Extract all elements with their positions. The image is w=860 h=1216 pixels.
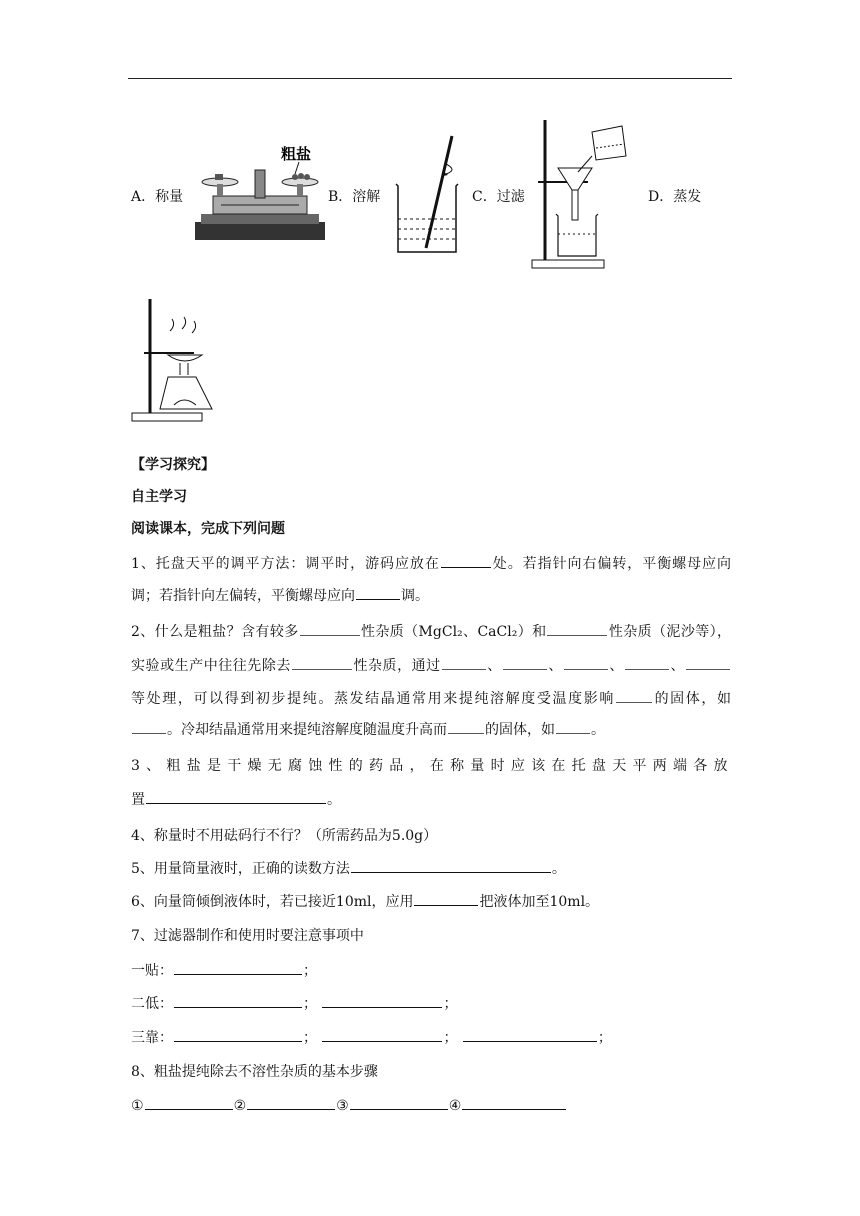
header-rule (128, 78, 732, 79)
q7-two: 二低： ； ； (131, 993, 457, 1013)
q3-line-1: 3、粗盐是干燥无腐蚀性的药品，在称量时应该在托盘天平两端各放 (131, 758, 731, 774)
fill-blank[interactable] (463, 1027, 597, 1042)
figure-b-label: B．溶解 (328, 189, 381, 205)
figure-c-label: C．过滤 (472, 189, 525, 205)
q7-title: 7、过滤器制作和使用时要注意事项中 (131, 928, 364, 944)
fill-blank[interactable] (625, 655, 669, 670)
fill-blank[interactable] (616, 688, 652, 703)
fill-blank[interactable] (462, 1095, 566, 1110)
beaker-figure (388, 134, 468, 260)
q6-line: 6、向量筒倾倒液体时，若已接近10ml，应用 把液体加至10ml。 (131, 891, 599, 911)
subsection-title: 自主学习 (131, 489, 187, 505)
q7-three: 三靠： ； ； ； (131, 1027, 612, 1047)
figure-a-label: A．称量 (131, 189, 184, 205)
fill-blank[interactable] (547, 621, 607, 636)
fill-blank[interactable] (300, 621, 360, 636)
filtration-figure (530, 116, 640, 272)
fill-blank[interactable] (292, 655, 352, 670)
fill-blank[interactable] (174, 993, 302, 1008)
q2-line-2: 实验或生产中往往先除去 性杂质，通过 、 、 、 、 (131, 655, 731, 675)
instruction-text: 阅读课本，完成下列问题 (131, 521, 285, 537)
fill-blank[interactable] (448, 719, 484, 734)
fill-blank[interactable] (564, 655, 608, 670)
q3-line-2: 置 。 (131, 789, 341, 809)
q2-line-4: 。冷却结晶通常用来提纯溶解度随温度升高而 的固体，如 。 (131, 719, 605, 739)
fill-blank[interactable] (322, 993, 442, 1008)
fill-blank[interactable] (247, 1095, 335, 1110)
balance-figure (195, 140, 325, 244)
q7-one: 一贴： ； (131, 960, 317, 980)
q1-line-2: 调；若指针向左偏转，平衡螺母应向 调。 (131, 585, 429, 605)
figure-a-caption: 粗盐 (281, 145, 312, 163)
fill-blank[interactable] (174, 1027, 302, 1042)
fill-blank[interactable] (132, 719, 166, 734)
q2-line-1: 2、什么是粗盐？含有较多 性杂质（MgCl₂、CaCl₂）和 性杂质（泥沙等）， (131, 621, 731, 641)
q1-line-1: 1、托盘天平的调平方法：调平时，游码应放在 处。若指针向右偏转，平衡螺母应向 (131, 553, 731, 573)
fill-blank[interactable] (322, 1027, 442, 1042)
q8-steps: ① ② ③ ④ (131, 1095, 567, 1114)
fill-blank[interactable] (414, 891, 478, 906)
figure-d-label: D．蒸发 (648, 189, 702, 205)
section-title: 【学习探究】 (131, 457, 215, 473)
q5-line: 5、用量筒量液时，正确的读数方法 。 (131, 858, 566, 878)
fill-blank[interactable] (503, 655, 547, 670)
fill-blank[interactable] (556, 719, 590, 734)
fill-blank[interactable] (442, 655, 486, 670)
q8-title: 8、粗盐提纯除去不溶性杂质的基本步骤 (131, 1064, 378, 1080)
fill-blank[interactable] (145, 1095, 233, 1110)
fill-blank[interactable] (441, 553, 491, 568)
fill-blank[interactable] (356, 585, 400, 600)
fill-blank[interactable] (146, 789, 326, 804)
fill-blank[interactable] (350, 1095, 448, 1110)
fill-blank[interactable] (686, 655, 730, 670)
evaporation-figure (130, 297, 220, 423)
fill-blank[interactable] (351, 858, 551, 873)
fill-blank[interactable] (174, 960, 302, 975)
q4-line: 4、称量时不用砝码行不行？（所需药品为5.0g） (131, 828, 438, 844)
q2-line-3: 等处理，可以得到初步提纯。蒸发结晶通常用来提纯溶解度受温度影响 的固体，如 (131, 688, 731, 708)
